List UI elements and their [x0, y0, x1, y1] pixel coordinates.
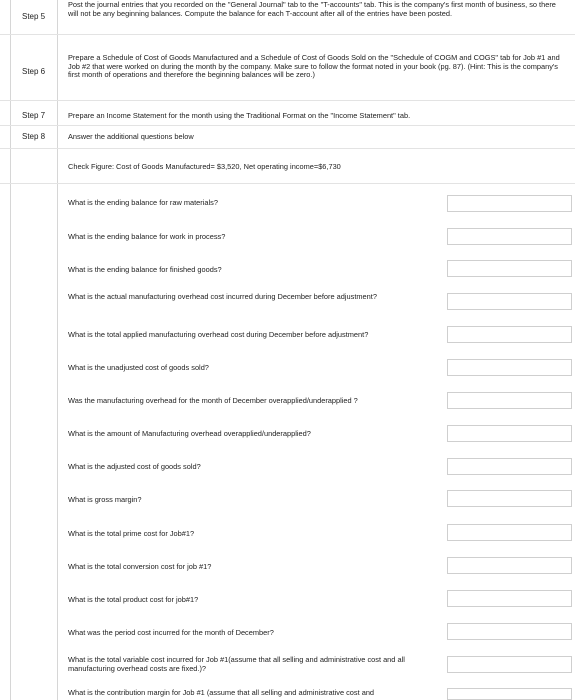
answer-period-cost-input[interactable] — [447, 623, 572, 640]
question-product-cost: What is the total product cost for job#1? — [68, 595, 199, 604]
answer-work-in-process-input[interactable] — [447, 228, 572, 245]
answer-raw-materials-input[interactable] — [447, 195, 572, 212]
question-overhead-amount: What is the amount of Manufacturing overhead overapplied/underapplied? — [68, 429, 311, 438]
question-finished-goods: What is the ending balance for finished goods? — [68, 265, 222, 274]
question-unadjusted-cogs: What is the unadjusted cost of goods sold? — [68, 363, 209, 372]
check-figure: Check Figure: Cost of Goods Manufactured= $3,520, Net operating income=$6,730 — [68, 162, 341, 171]
question-actual-overhead: What is the actual manufacturing overhead cost incurred during December before adjustment? — [68, 292, 377, 301]
question-raw-materials: What is the ending balance for raw materials? — [68, 198, 218, 207]
answer-contribution-margin-input[interactable] — [447, 688, 572, 700]
answer-finished-goods-input[interactable] — [447, 260, 572, 277]
step-5-text: Post the journal entries that you recorded on the "General Journal" tab to the "T-accounts" tab. This is the company's first month of business, so there will not be any beginning balances. Compute the balance for each T-account after all of the entries have been posted. — [68, 0, 556, 18]
step-6-label: Step 6 — [22, 67, 46, 76]
step-7-text: Prepare an Income Statement for the month using the Traditional Format on the "Income Statement" tab. — [68, 111, 411, 120]
question-period-cost: What was the period cost incurred for the month of December? — [68, 628, 274, 637]
row-divider — [0, 100, 575, 101]
answer-conversion-cost-input[interactable] — [447, 557, 572, 574]
question-work-in-process: What is the ending balance for work in process? — [68, 232, 226, 241]
row-divider — [0, 125, 575, 126]
question-applied-overhead: What is the total applied manufacturing overhead cost during December before adjustment? — [68, 330, 369, 339]
answer-gross-margin-input[interactable] — [447, 490, 572, 507]
answer-prime-cost-input[interactable] — [447, 524, 572, 541]
question-prime-cost: What is the total prime cost for Job#1? — [68, 529, 195, 538]
row-divider — [0, 183, 575, 184]
question-contribution-margin: What is the contribution margin for Job #1 (assume that all selling and administrative cost and — [68, 688, 375, 697]
answer-variable-cost-input[interactable] — [447, 656, 572, 673]
answer-applied-overhead-input[interactable] — [447, 326, 572, 343]
question-conversion-cost: What is the total conversion cost for job #1? — [68, 562, 212, 571]
column-divider-b — [57, 0, 58, 700]
answer-overhead-amount-input[interactable] — [447, 425, 572, 442]
column-divider-a — [10, 0, 11, 700]
question-gross-margin: What is gross margin? — [68, 495, 142, 504]
answer-over-under-applied-input[interactable] — [447, 392, 572, 409]
question-adjusted-cogs: What is the adjusted cost of goods sold? — [68, 462, 201, 471]
answer-product-cost-input[interactable] — [447, 590, 572, 607]
step-8-text: Answer the additional questions below — [68, 132, 194, 141]
step-7-label: Step 7 — [22, 111, 46, 120]
step-8-label: Step 8 — [22, 132, 46, 141]
row-divider — [0, 34, 575, 35]
step-5-label: Step 5 — [22, 12, 46, 21]
answer-unadjusted-cogs-input[interactable] — [447, 359, 572, 376]
answer-adjusted-cogs-input[interactable] — [447, 458, 572, 475]
question-over-under-applied: Was the manufacturing overhead for the month of December overapplied/underapplied ? — [68, 396, 358, 405]
question-variable-cost: What is the total variable cost incurred for Job #1(assume that all selling and administrative cost and all manufacturing overhead costs are fixed.)? — [68, 655, 405, 673]
step-6-text: Prepare a Schedule of Cost of Goods Manufactured and a Schedule of Cost of Goods Sold on the "Schedule of COGM and COGS" tab for Job #1 and Job #2 that were worked on during the month by the company. Make sure to follow the format noted in your book (pg. 87). (Hint: This is the company's first month of operations and therefore the beginning balances will be zero.) — [68, 53, 560, 80]
answer-actual-overhead-input[interactable] — [447, 293, 572, 310]
row-divider — [0, 148, 575, 149]
